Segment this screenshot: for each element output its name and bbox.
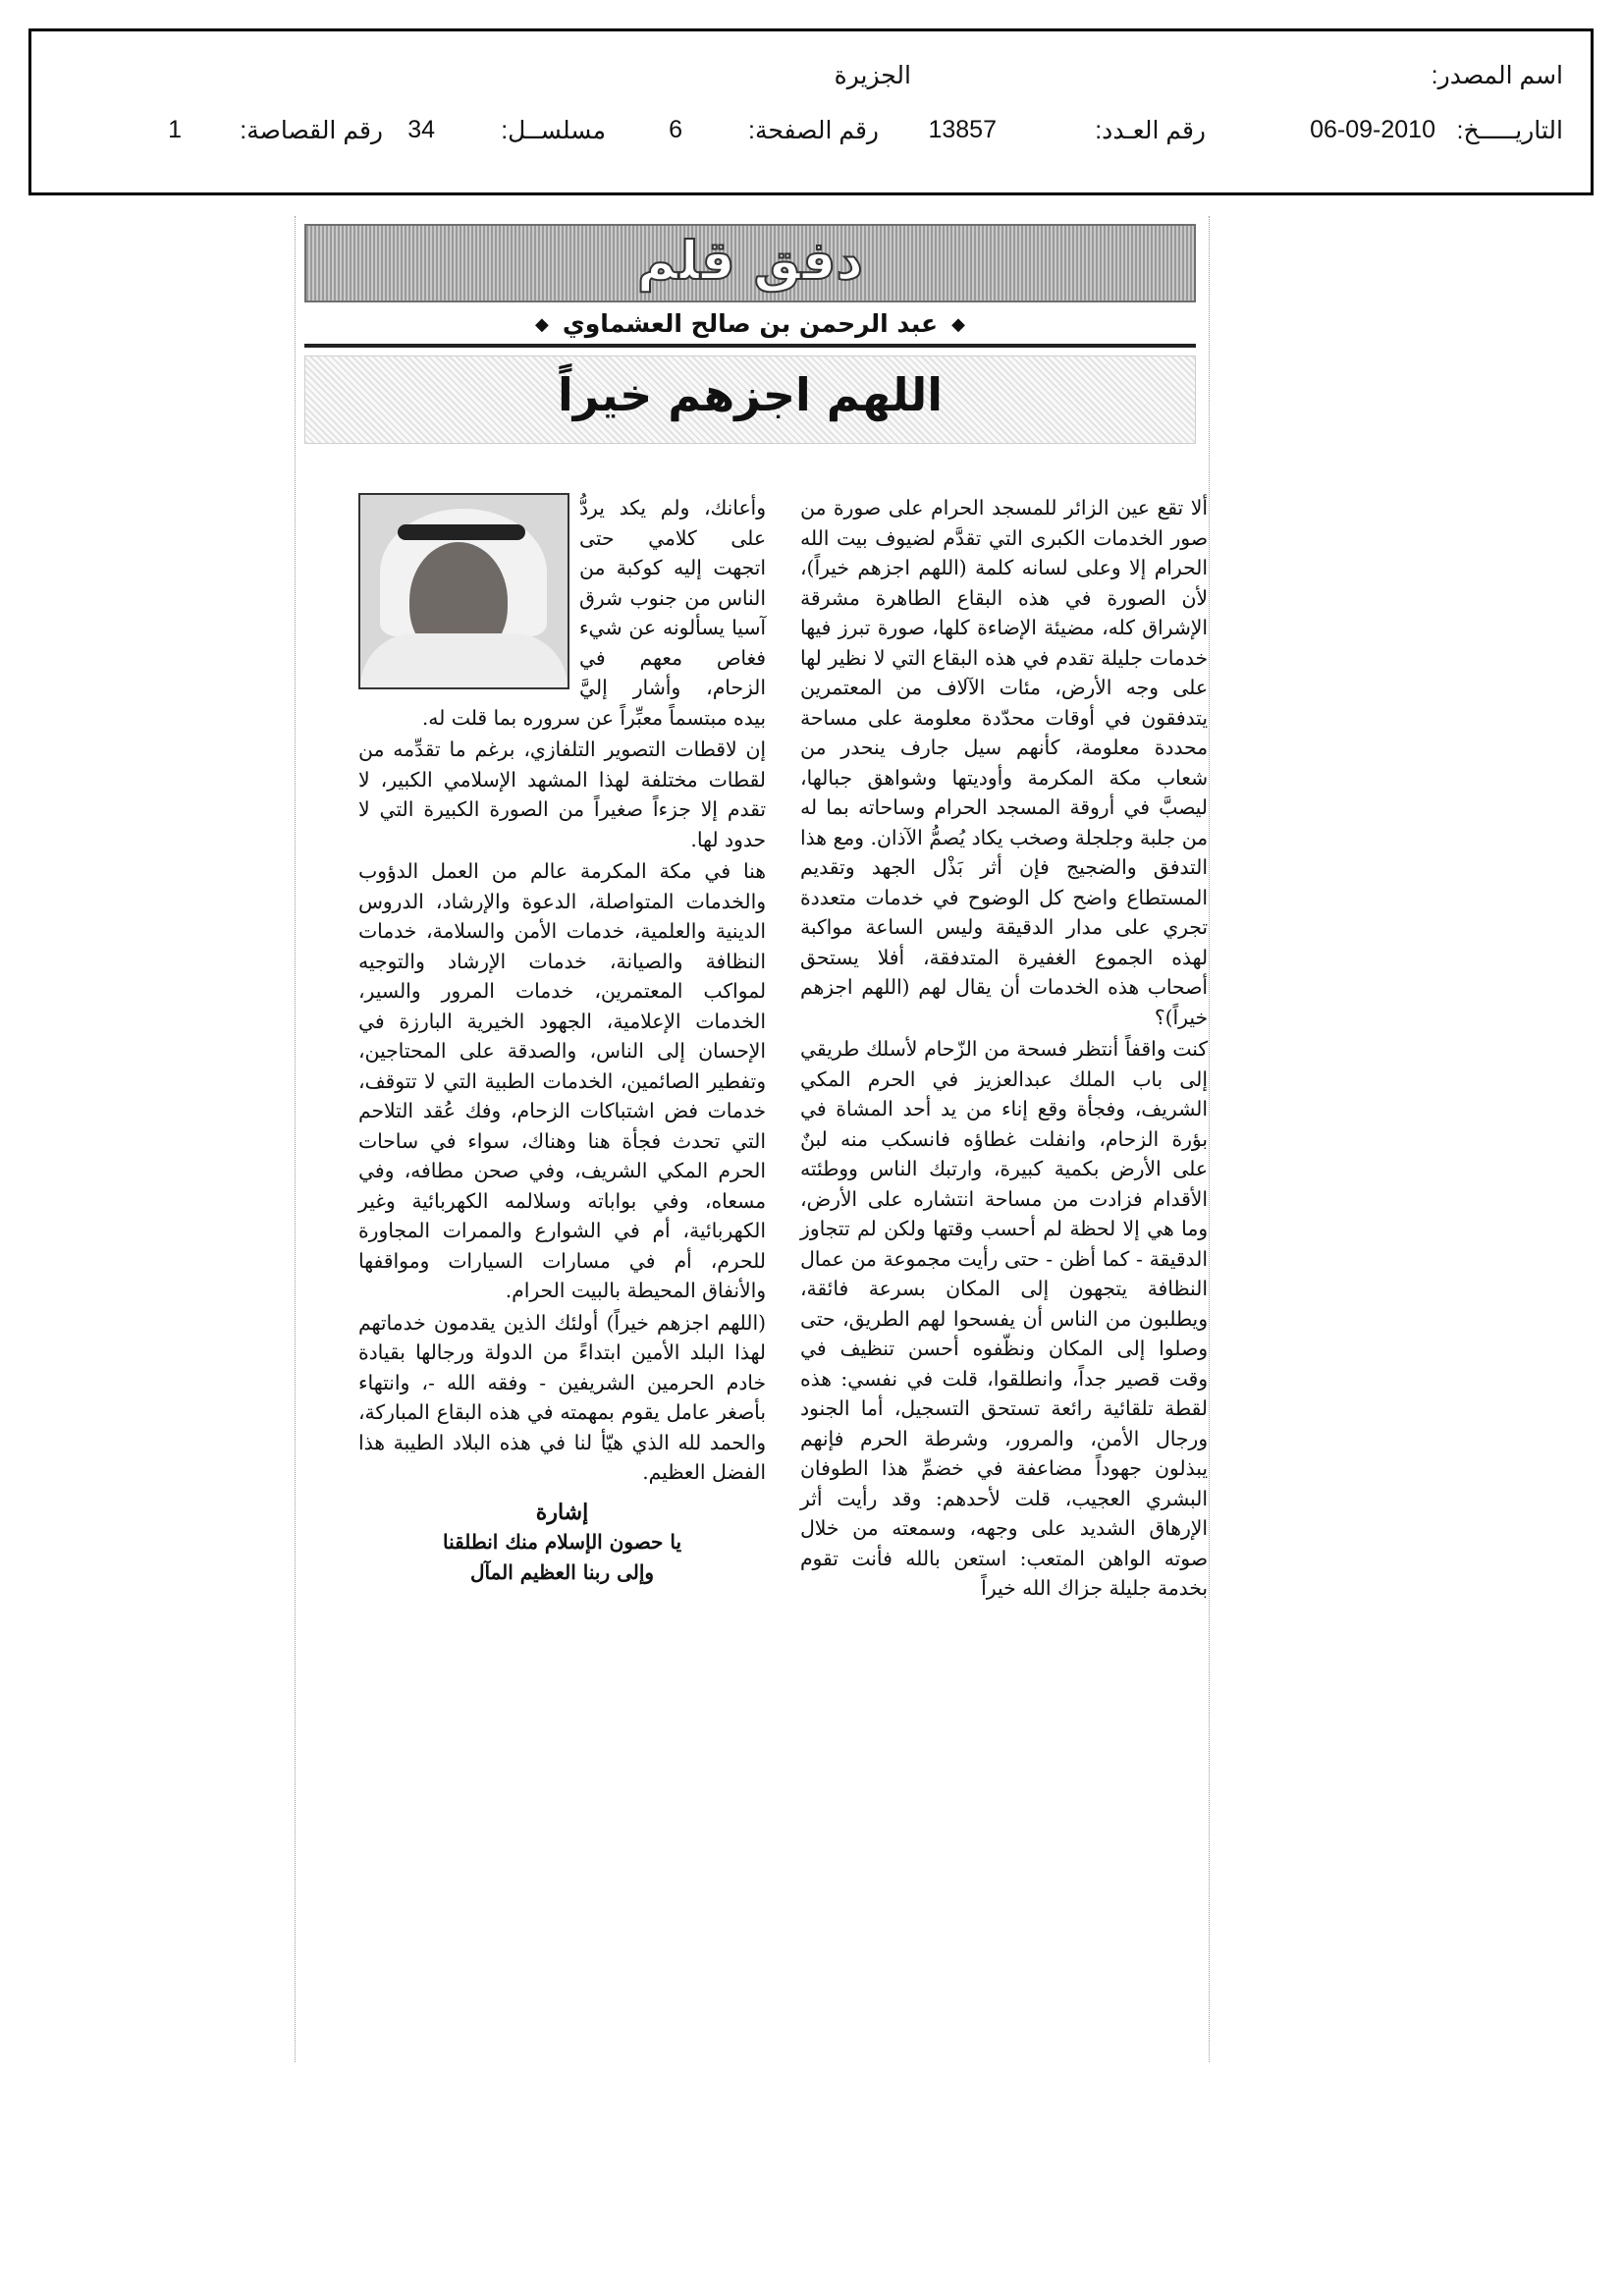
column-title: دفق قلم	[636, 230, 864, 292]
source-row	[31, 61, 1591, 94]
issue-value: 13857	[928, 116, 997, 143]
poem-verse-1: يا حصون الإسلام منك انطلقنا	[442, 1530, 682, 1554]
paragraph: ألا تقع عين الزائر للمسجد الحرام على صورة من صور الخدمات الكبرى التي تقدَّم لضيوف بيت الله الحرام إلا وعلى لسانه كلمة (اللهم اجزهم خيراً)، لأن الصورة في هذه البقاع الطاهرة مشرقة الإشراق كله، مضيئة الإضاءة كلها، صورة تبرز فيها خدمات جليلة تقدم في هذه البقاع التي لا نظير لها على وجه الأرض، مئات الآلاف من المعتمرين يتدفقون في أوقات محدّدة معلومة على مساحة محددة معلومة، كأنهم سيل جارف ينحدر من شعاب مكة المكرمة وأوديتها وشواهق جبالها، ليصبَّ في أروقة المسجد الحرام وساحاته بما له من جلبة وجلجلة وصخب يكاد يُصمُّ الآذان. ومع هذا التدفق والضجيج فإن أثر بَذْل الجهد وتقديم المستطاع واضح كل الوضوح في خدمات متعددة تجري على مدار الدقيقة وليس الساعة مواكبة لهذه الجموع الغفيرة المتدفقة، أفلا يستحق أصحاب هذه الخدمات أن يقال لهم (اللهم اجزهم خيراً)؟	[800, 496, 1208, 1029]
paragraph: إن لاقطات التصوير التلفازي، برغم ما تقدِّمه من لقطات مختلفة لهذا المشهد الإسلامي الكبير، لا تقدم إلا جزءاً صغيراً من الصورة الكبيرة التي لا حدود لها.	[358, 738, 766, 851]
photo-shoulders	[360, 633, 568, 687]
source-info-box	[28, 28, 1594, 195]
source-label: اسم المصدر:	[1431, 62, 1563, 89]
date-label: التاريـــــخ:	[1456, 117, 1563, 144]
date-value: 06-09-2010	[1310, 116, 1435, 143]
article-headline: اللهم اجزهم خيراً	[557, 368, 944, 421]
photo-agal	[398, 524, 525, 540]
issue-label: رقم العـدد:	[1095, 117, 1206, 144]
clip-number-label: رقم القصاصة:	[240, 117, 383, 144]
paragraph: كنت واقفاً أنتظر فسحة من الزّحام لأسلك طريقي إلى باب الملك عبدالعزيز في الحرم المكي الشريف، وفجأة وقع إناء من يد أحد المشاة في بؤرة الزحام، وانفلت غطاؤه فانسكب منه لبنٌ على الأرض بكمية كبيرة، وارتبك الناس ووطئته الأقدام فزادت من مساحة انتشاره على الأرض، وما هي إلا لحظة لم أحسب وقتها ولكن لم تتجاوز الدقيقة - كما أظن - حتى رأيت مجموعة من عمال النظافة يتجهون إلى المكان بسرعة فائقة، ويطلبون من الناس أن يفسحوا لهم الطريق، حتى وصلوا إلى المكان ونظّفوه أحسن تنظيف في وقت قصير جداً، وانطلقوا، قلت في نفسي: هذه لقطة تلقائية رائعة تستحق التسجيل، أما الجنود ورجال الأمن، والمرور، وشرطة الحرم فإنهم يبذلون جهوداً مضاعفة في خضمِّ هذا الطوفان البشري العجيب، قلت لأحدهم: وقد رأيت أثر الإرهاق الشديد على وجهه، وسمعته من خلال صوته الواهن المتعب: استعن بالله فأنت تقوم بخدمة جليلة جزاك الله خيراً	[800, 1037, 1208, 1600]
column-banner	[304, 224, 1196, 302]
headline-box	[304, 355, 1196, 444]
author-name: عبد الرحمن بن صالح العشماوي	[562, 309, 939, 338]
article-column-right	[800, 493, 1208, 1606]
newspaper-clipping	[285, 216, 1217, 2082]
paragraph: هنا في مكة المكرمة عالم من العمل الدؤوب والخدمات المتواصلة، الدعوة والإرشاد، الدروس الدينية والعلمية، خدمات الأمن والسلامة، خدمات النظافة والصيانة، خدمات الإرشاد والتوجيه لمواكب المعتمرين، خدمات المرور والسير، الخدمات الإعلامية، الجهود الخيرية البارزة في الإحسان إلى الناس، والصدقة على المحتاجين، وتفطير الصائمين، الخدمات الطبية التي لا تتوقف، خدمات فض اشتباكات الزحام، وفك عُقد التلاحم التي تحدث فجأة هنا وهناك، سواء في ساحات الحرم المكي الشريف، وفي صحن مطافه، وفي مسعاه، وفي بواباته وسلالمه الكهربائية وغير الكهربائية، أم في الشوارع والممرات المجاورة للحرم، أم في مسارات السيارات ومواقفها والأنفاق المحيطة بالبيت الحرام.	[358, 859, 766, 1302]
source-value: الجزيرة	[834, 62, 911, 89]
paragraph: (اللهم اجزهم خيراً) أولئك الذين يقدمون خدماتهم لهذا البلد الأمين ابتداءً من الدولة ورجالها بقيادة خادم الحرمين الشريفين - وفقه الله -، وانتهاء بأصغر عامل يقوم بمهمته في هذه البقاع المباركة، والحمد لله الذي هيّأ لنا في هذه البلاد الطيبة هذا الفضل العظيم.	[358, 1310, 766, 1484]
article-column-left	[358, 493, 766, 1587]
poem-verse-2: وإلى ربنا العظيم المآل	[469, 1559, 655, 1584]
diamond-icon: ◆	[951, 314, 965, 335]
ishara-heading: إشارة	[535, 1499, 589, 1525]
diamond-icon: ◆	[535, 314, 549, 335]
serial-value: 34	[407, 116, 435, 143]
page-value: 6	[669, 116, 682, 143]
serial-label: مسلســل:	[501, 117, 606, 144]
metadata-row	[31, 116, 1591, 149]
page-label: رقم الصفحة:	[748, 117, 879, 144]
author-bar	[304, 306, 1196, 348]
clip-number-value: 1	[168, 116, 182, 143]
author-photo	[358, 493, 569, 689]
paragraph: وأعانك، ولم يكد يردُّ على كلامي حتى اتجهت إليه كوكبة من الناس من جنوب شرق آسيا يسألونه عن شيء فغاص معهم في الزحام، وأشار إليَّ بيده مبتسماً معبِّراً عن سروره بما قلت له.	[421, 496, 766, 730]
